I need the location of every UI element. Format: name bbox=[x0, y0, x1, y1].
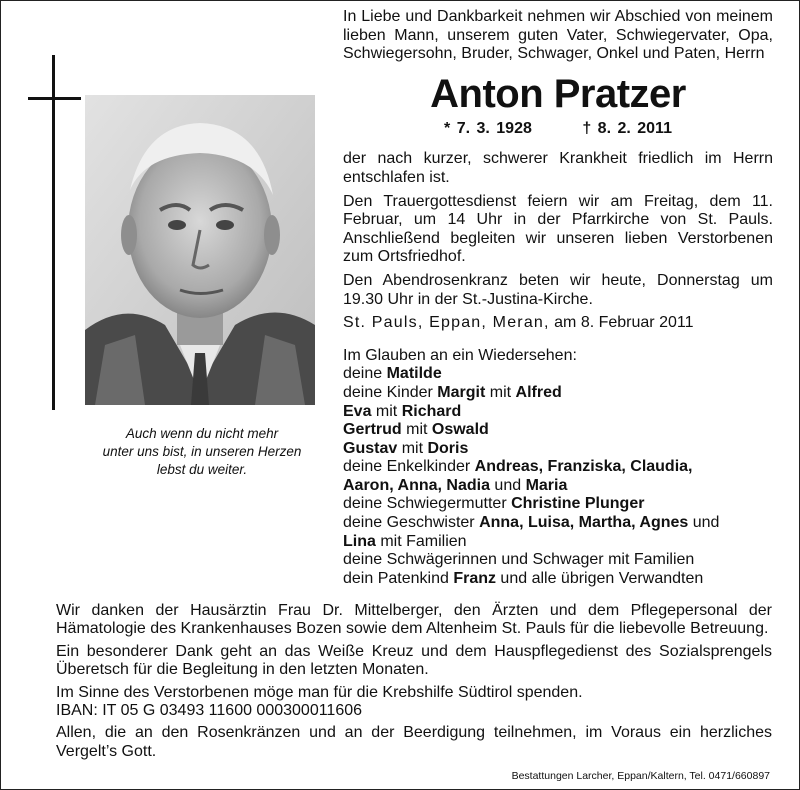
intro-text: In Liebe und Dankbarkeit nehmen wir Abschied von meinem lieben Mann, unserem guten Vater, Schwiegervater, Opa, Schwiegersohn, Bruder, Schwager, Onkel und Paten, Herrn bbox=[343, 8, 773, 63]
life-dates bbox=[343, 120, 773, 139]
list-item: deine Schwägerinnen und Schwager mit Familien bbox=[343, 551, 695, 569]
list-item: Gertrud mit Oswald bbox=[343, 421, 489, 439]
thanks-paragraph: Wir danken der Hausärztin Frau Dr. Mittelberger, den Ärzten und dem Pflegepersonal der Hämatologie des Krankenhauses Bozen sowie dem Altenheim St. Pauls für die liebevolle Betreuung. bbox=[56, 602, 772, 638]
caption-line: unter uns bist, in unseren Herzen bbox=[102, 444, 302, 459]
thanks-section bbox=[56, 602, 772, 765]
paragraph: Den Trauergottesdienst feiern wir am Freitag, dem 11. Februar, um 14 Uhr in der Pfarrkirche von St. Pauls. Anschließend begleiten wir unseren lieben Verstorbenen zum Ortsfriedhof. bbox=[343, 192, 773, 266]
list-item: deine Kinder Margit mit Alfred bbox=[343, 383, 562, 401]
list-item: dein Patenkind Franz und alle übrigen Verwandten bbox=[343, 569, 704, 587]
mourners-intro: Im Glauben an ein Wiedersehen: bbox=[343, 346, 577, 364]
place-date-line bbox=[343, 314, 773, 333]
list-item: deine Schwiegermutter Christine Plunger bbox=[343, 495, 645, 513]
list-item: Gustav mit Doris bbox=[343, 439, 469, 457]
thanks-paragraph: Allen, die an den Rosenkränzen und an der Beerdigung teilnehmen, im Voraus ein herzliches Vergelt’s Gott. bbox=[56, 724, 772, 760]
iban-line: IBAN: IT 05 G 03493 11600 000300011606 bbox=[56, 702, 363, 720]
paragraph: Den Abendrosenkranz beten wir heute, Donnerstag um 19.30 Uhr in der St.-Justina-Kirche. bbox=[343, 271, 773, 308]
list-item: Aaron, Anna, Nadia und Maria bbox=[343, 476, 568, 494]
main-text-column bbox=[343, 8, 773, 588]
birth-date: * 7. 3. 1928 bbox=[444, 119, 532, 137]
mourners-list bbox=[343, 347, 773, 589]
deceased-name: Anton Pratzer bbox=[430, 71, 686, 116]
cross-icon-vertical bbox=[52, 55, 55, 410]
portrait-photo bbox=[85, 95, 315, 405]
list-item: deine Enkelkinder Andreas, Franziska, Claudia, bbox=[343, 458, 693, 476]
date-line: am 8. Februar 2011 bbox=[554, 314, 694, 332]
list-item: Lina mit Familien bbox=[343, 532, 467, 550]
place-line: St. Pauls, Eppan, Meran, bbox=[343, 314, 550, 332]
memorial-caption bbox=[82, 425, 322, 479]
thanks-paragraph: Ein besonderer Dank geht an das Weiße Kreuz und dem Hauspflegedienst des Sozialsprengels Überetsch für die Begleitung in den letzten Monaten. bbox=[56, 642, 772, 679]
funeral-home-footer: Bestattungen Larcher, Eppan/Kaltern, Tel. 0471/660897 bbox=[511, 770, 770, 782]
list-item: deine Matilde bbox=[343, 365, 442, 383]
paragraph: der nach kurzer, schwerer Krankheit friedlich im Herrn entschlafen ist. bbox=[343, 150, 773, 186]
caption-line: lebst du weiter. bbox=[156, 462, 248, 477]
cross-icon-horizontal bbox=[28, 97, 81, 100]
list-item: Eva mit Richard bbox=[343, 402, 462, 420]
list-item: deine Geschwister Anna, Luisa, Martha, Agnes und bbox=[343, 514, 720, 532]
caption-line: Auch wenn du nicht mehr bbox=[125, 426, 279, 441]
thanks-paragraph: Im Sinne des Verstorbenen möge man für die Krebshilfe Südtirol spenden. bbox=[56, 683, 583, 701]
death-date: † 8. 2. 2011 bbox=[582, 119, 672, 137]
